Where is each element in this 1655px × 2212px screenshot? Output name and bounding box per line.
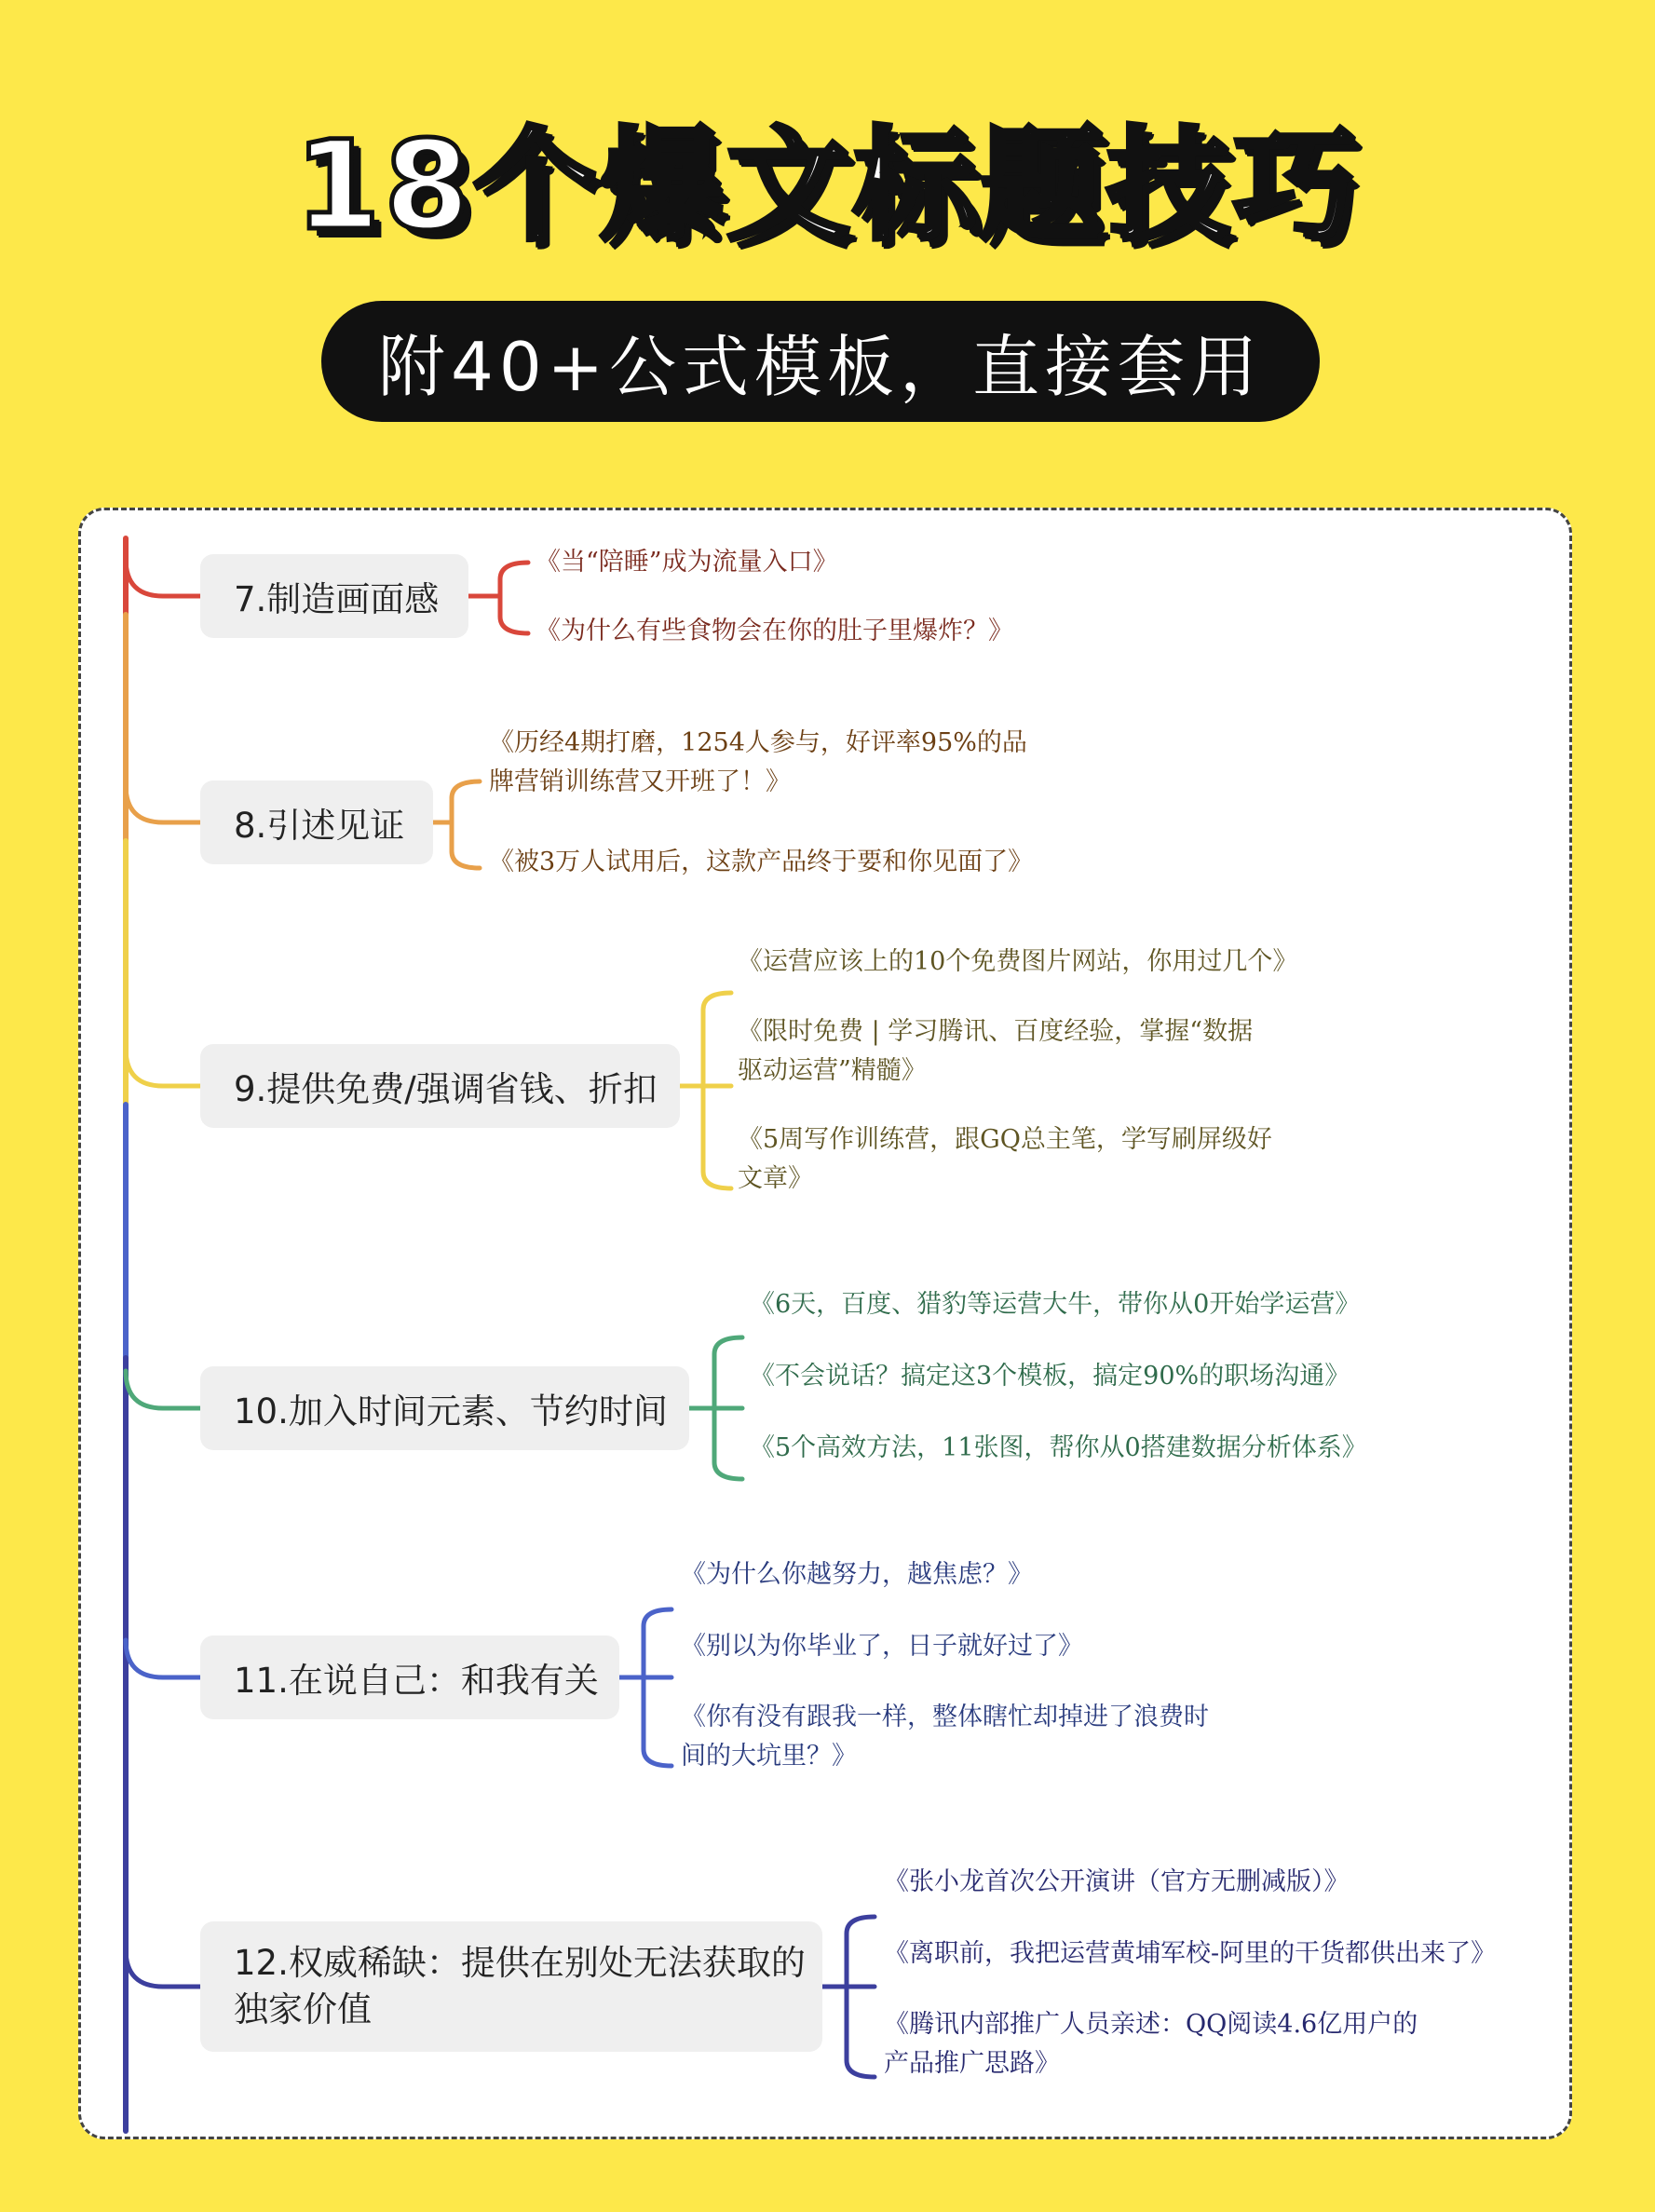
example-headline: 《离职前，我把运营黄埔军校-阿里的干货都供出来了》	[884, 1939, 1497, 1968]
example-headline: 《别以为你毕业了，日子就好过了》	[681, 1632, 1083, 1661]
example-headline: 《5个高效方法，11张图，帮你从0搭建数据分析体系》	[750, 1433, 1367, 1462]
mindmap-card	[78, 508, 1572, 2139]
example-headline: 《你有没有跟我一样，整体瞎忙却掉进了浪费时 间的大坑里？》	[681, 1703, 1209, 1771]
page-title: 18个爆文标题技巧	[294, 115, 1361, 258]
curly-bracket	[703, 993, 731, 1188]
branch-node	[200, 554, 468, 638]
example-headline: 《运营应该上的10个免费图片网站，你用过几个》	[738, 947, 1298, 976]
branch-node	[200, 1635, 619, 1719]
branch-connector	[126, 1640, 200, 1677]
branch-connector	[126, 559, 200, 596]
branch-node	[200, 1044, 680, 1128]
example-headline: 《为什么有些食物会在你的肚子里爆炸？》	[536, 617, 1013, 645]
curly-bracket	[500, 563, 528, 633]
example-headline: 《历经4期打磨，1254人参与，好评率95%的品 牌营销训练营又开班了！》	[489, 728, 1027, 796]
example-headline: 《当“陪睡”成为流量入口》	[536, 548, 838, 577]
branch-node	[200, 780, 433, 864]
example-headline: 《被3万人试用后，这款产品终于要和你见面了》	[489, 848, 1034, 876]
branch-connector	[126, 1049, 200, 1086]
branch-label: 9.提供免费/强调省钱、折扣	[234, 1069, 658, 1109]
branch-connector	[126, 785, 200, 822]
branch-connector	[126, 1371, 200, 1408]
subtitle-text: 附40+公式模板，直接套用	[378, 328, 1263, 406]
branch-label: 11.在说自己：和我有关	[234, 1661, 599, 1701]
branch-connector	[126, 1949, 200, 1987]
example-headline: 《张小龙首次公开演讲（官方无删减版）》	[884, 1867, 1350, 1896]
curly-bracket	[644, 1609, 671, 1766]
branch-label: 8.引述见证	[234, 806, 405, 846]
curly-bracket	[452, 781, 480, 868]
branch-node	[200, 1921, 822, 2052]
branch-label: 12.权威稀缺：提供在别处无法获取的 独家价值	[234, 1943, 806, 2029]
example-headline: 《为什么你越努力，越焦虑？》	[681, 1560, 1033, 1589]
branch-label: 7.制造画面感	[234, 579, 440, 619]
curly-bracket	[847, 1917, 875, 2077]
example-headline: 《不会说话？搞定这3个模板，搞定90%的职场沟通》	[750, 1362, 1350, 1391]
example-headline: 《腾讯内部推广人员亲述：QQ阅读4.6亿用户的 产品推广思路》	[884, 2010, 1418, 2078]
branch-label: 10.加入时间元素、节约时间	[234, 1391, 668, 1432]
example-headline: 《限时免费 | 学习腾讯、百度经验，掌握“数据 驱动运营”精髓》	[738, 1017, 1254, 1085]
subtitle-banner	[321, 301, 1320, 422]
example-headline: 《5周写作训练营，跟GQ总主笔，学写刷屏级好 文章》	[738, 1125, 1272, 1193]
branch-node	[200, 1366, 689, 1450]
example-headline: 《6天，百度、猎豹等运营大牛，带你从0开始学运营》	[750, 1290, 1361, 1319]
